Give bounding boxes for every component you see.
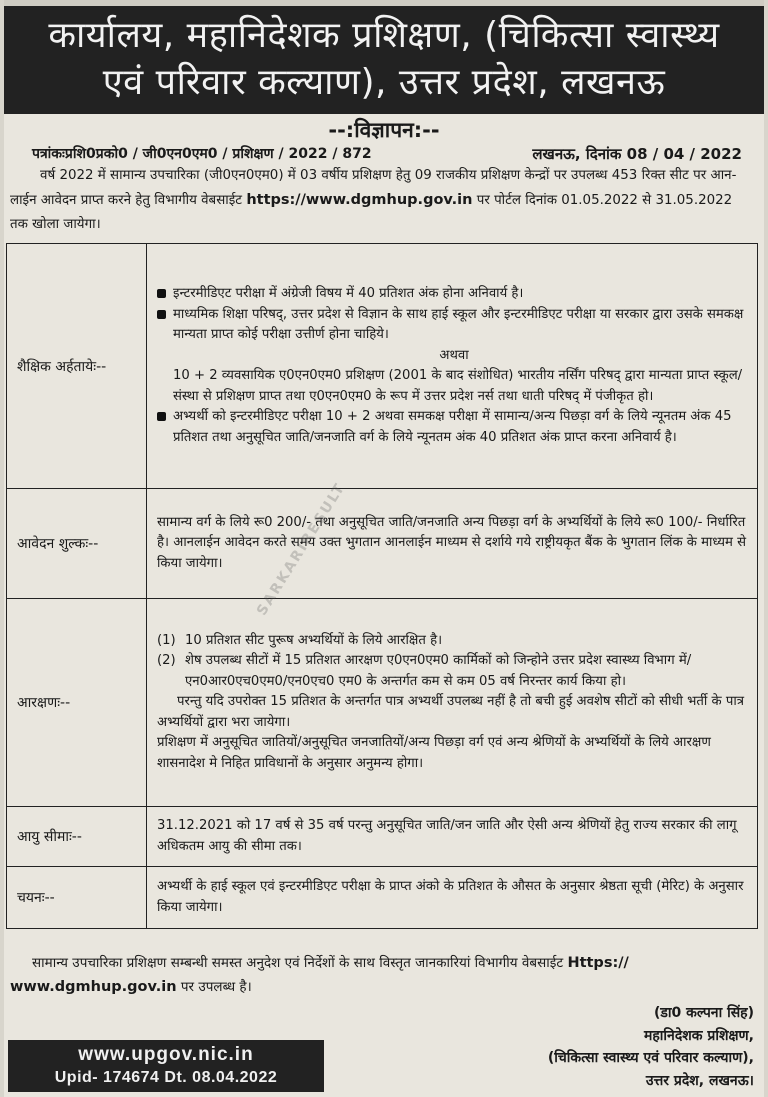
bullet-icon (157, 310, 166, 319)
row-selection (7, 867, 758, 929)
header-line-2: एवं परिवार कल्याण), उत्तर प्रदेश, लखनऊ (102, 62, 666, 103)
intro-website: https://www.dgmhup.gov.in (246, 192, 473, 208)
qualification-label: शैक्षिक अर्हतायेः-- (7, 244, 147, 489)
intro-text-after: पर पोर्टल दिनांक 01.05.2022 से 31.05.2022 तक खोला जायेगा। (10, 193, 733, 232)
qualification-bullet-1: इन्टरमीडिएट परीक्षा में अंग्रेजी विषय में 40 प्रतिशत अंक होना अनिवार्य है। (157, 284, 751, 305)
header-line-1: कार्यालय, महानिदेशक प्रशिक्षण, (चिकित्सा स्वास्थ्य (48, 15, 720, 56)
row-reservation (7, 599, 758, 807)
age-label: आयु सीमाः-- (7, 807, 147, 867)
row-fee (7, 489, 758, 599)
badge-upid: Upid- 174674 Dt. 08.04.2022 (54, 1069, 278, 1086)
office-header (4, 6, 764, 114)
place-date: लखनऊ, दिनांक 08 / 04 / 2022 (532, 145, 742, 163)
selection-label: चयनः-- (7, 867, 147, 929)
footer-website: Https:// www.dgmhup.gov.in (10, 955, 629, 995)
upgov-badge (8, 1040, 324, 1092)
bullet-icon (157, 412, 166, 421)
watermark: SARKARIRESULT (254, 479, 349, 619)
fee-content: सामान्य वर्ग के लिये रू0 200/- तथा अनुसूचित जाति/जनजाति अन्य पिछड़ा वर्ग के अभ्यर्थियों के लिये रू0 100/- निर्धारित है। आनलाईन आवेदन करते समय उक्त भुगतान आनलाईन माध्यम से दर्शाये गये राष्ट्रीयकृत बैंक के भुगतान लिंक के माध्यम से किया जायेगा। (147, 489, 758, 599)
intro-text-before: वर्ष 2022 में सामान्य उपचारिका (जी0एन0एम0) में 03 वर्षीय प्रशिक्षण हेतु 09 राजकीय प्रशिक्षण केन्द्रों पर उपलब्ध 453 रिक्त सीट पर आन-लाईन आवेदन प्राप्त करने हेतु विभागीय वेबसाईट (10, 168, 737, 208)
footer-text-before: सामान्य उपचारिका प्रशिक्षण सम्बन्धी समस्त अनुदेश एवं निर्देशों के साथ विस्तृत जानकारियां विभागीय वेबसाईट (32, 955, 568, 971)
selection-content: अभ्यर्थी के हाई स्कूल एवं इन्टरमीडिएट परीक्षा के प्राप्त अंको के प्रतिशत के औसत के अनुसार श्रेष्ठता सूची (मेरिट) के अनुसार किया जायेगा। (147, 867, 758, 929)
row-age (7, 807, 758, 867)
bullet-icon (157, 289, 166, 298)
fee-label: आवेदन शुल्कः-- (7, 489, 147, 599)
qualification-content (147, 244, 758, 489)
reservation-content (147, 599, 758, 807)
reservation-label: आरक्षणः-- (7, 599, 147, 807)
qualification-alternative: 10 + 2 व्यवसायिक ए0एन0एम0 प्रशिक्षण (2001 के बाद संशोधित) भारतीय नर्सिंग परिषद् द्वारा मान्यता प्राप्त स्कूल/संस्था से प्रशिक्षण प्राप्त तथा ए0एन0एम0 के रूप में उत्तर प्रदेश नर्स तथा धाती परिषद् में पंजीकृत हो। (173, 368, 743, 404)
advertisement-title: --:विज्ञापन:-- (328, 118, 440, 142)
details-table (6, 243, 758, 929)
row-qualification (7, 244, 758, 489)
footer-text-after: पर उपलब्ध है। (176, 979, 252, 995)
reservation-item-2: (2) शेष उपलब्ध सीटों में 15 प्रतिशत आरक्षण ए0एन0एम0 कार्मिकों को जिन्होने उत्तर प्रदेश स्वास्थ्य विभाग में/एन0आर0एच0एम0/एन0एच0 एम0 के अन्तर्गत कम से कम 05 वर्ष निरन्तर कार्य किया हो। (157, 653, 692, 689)
reference-row (32, 144, 742, 166)
qualification-bullet-2: माध्यमिक शिक्षा परिषद्, उत्तर प्रदेश से विज्ञान के साथ हाई स्कूल और इन्टरमीडिएट परीक्षा या सरकार द्वारा उसके समकक्ष मान्यता प्राप्त कोई परीक्षा उत्तीर्ण होना चाहिये। (157, 305, 751, 346)
qualification-bullet-3: अभ्यर्थी को इन्टरमीडिएट परीक्षा 10 + 2 अथवा समकक्ष परीक्षा में सामान्य/अन्य पिछड़ा वर्ग के लिये न्यूनतम अंक 45 प्रतिशत तथा अनुसूचित जाति/जनजाति वर्ग के लिये न्यूनतम अंक 40 प्रतिशत अंक प्राप्त करना अनिवार्य है। (157, 407, 751, 448)
signatory-name: (डा0 कल्पना सिंह) (653, 1005, 754, 1021)
reservation-para-1: परन्तु यदि उपरोक्त 15 प्रतिशत के अन्तर्गत पात्र अभ्यर्थी उपलब्ध नहीं है तो बची हुई अवशेष सीटों को सीधी भर्ती के पात्र अभ्यर्थियों द्वारा भरा जायेगा। (157, 694, 745, 730)
reference-number: पत्रांकःप्रशि0प्रको0 / जी0एन0एम0 / प्रशिक्षण / 2022 / 872 (32, 146, 372, 162)
signature-block (424, 1002, 754, 1092)
signatory-department: (चिकित्सा स्वास्थ्य एवं परिवार कल्याण), (547, 1050, 754, 1066)
signatory-designation: महानिदेशक प्रशिक्षण, (644, 1027, 754, 1044)
newspaper-notice (4, 0, 764, 1097)
badge-site: www.upgov.nic.in (78, 1044, 254, 1065)
reservation-item-1: (1) 10 प्रतिशत सीट पुरूष अभ्यर्थियों के लिये आरक्षित है। (157, 632, 443, 648)
footer-note (10, 951, 754, 999)
qualification-or: अथवा (439, 347, 469, 363)
age-content: 31.12.2021 को 17 वर्ष से 35 वर्ष परन्तु अनुसूचित जाति/जन जाति और ऐसी अन्य श्रेणियों हेतु राज्य सरकार की लागू अधिकतम आयु की सीमा तक। (147, 807, 758, 867)
signatory-location: उत्तर प्रदेश, लखनऊ। (645, 1072, 754, 1089)
reservation-para-2: प्रशिक्षण में अनुसूचित जातियों/अनुसूचित जनजातियों/अन्य पिछड़ा वर्ग एवं अन्य श्रेणियों के अभ्यर्थियों के लिये आरक्षण शासनादेश मे निहित प्राविधानों के अनुसार अनुमन्य होगा। (157, 735, 711, 771)
intro-paragraph (10, 164, 754, 237)
